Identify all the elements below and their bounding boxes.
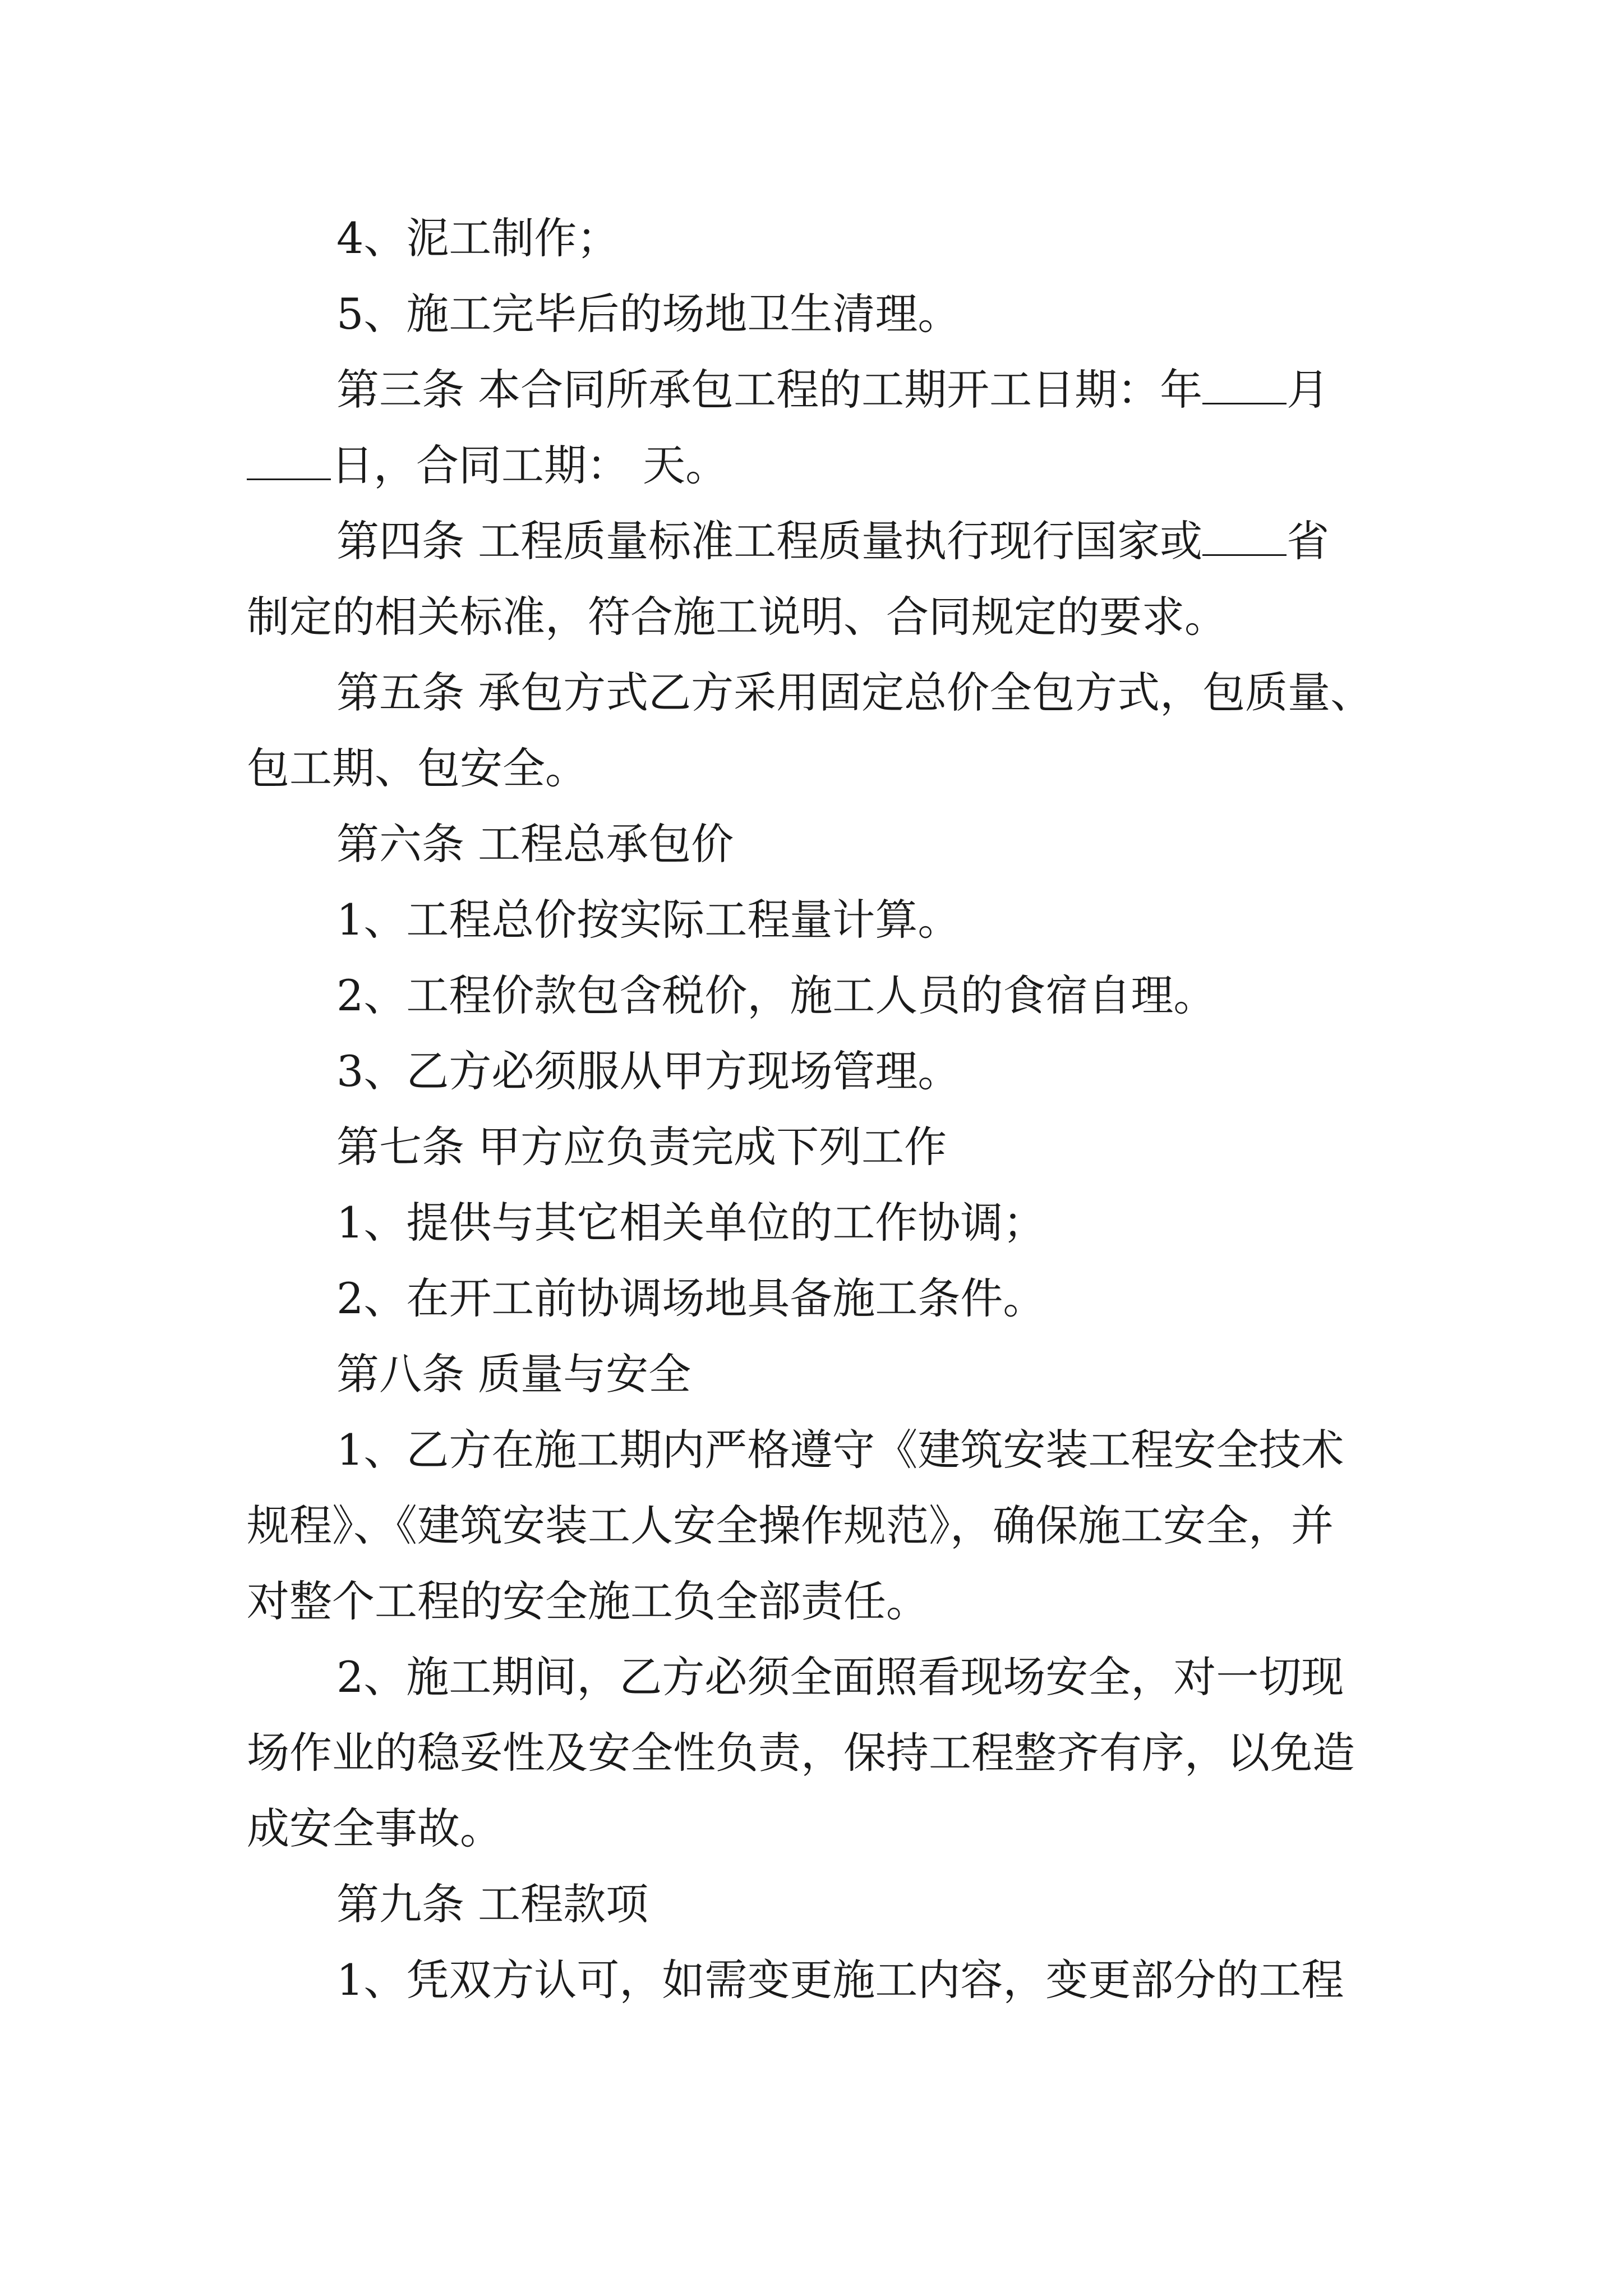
text-line — [336, 1876, 1481, 1932]
line-text: 第六条 工程总承包价 — [336, 819, 734, 869]
text-line — [247, 589, 1391, 645]
line-text: 对整个工程的安全施工负全部责任。 — [247, 1576, 929, 1626]
line-text: 2、施工期间，乙方必须全面照看现场安全，对一切现 — [336, 1652, 1344, 1702]
text-line — [247, 1498, 1391, 1554]
line-text: 第九条 工程款项 — [336, 1879, 649, 1929]
line-text: 1、提供与其它相关单位的工作协调； — [336, 1198, 1046, 1248]
line-text: 5、施工完毕后的场地卫生清理。 — [336, 289, 961, 339]
line-text: 1、凭双方认可，如需变更施工内容，变更部分的工程 — [336, 1955, 1344, 2005]
text-line — [247, 438, 1391, 494]
text-line — [336, 210, 1481, 266]
line-text: 规程》、《建筑安装工人安全操作规范》，确保施工安全，并 — [247, 1501, 1334, 1550]
text-line — [336, 286, 1481, 342]
line-text: 第七条 甲方应负责完成下列工作 — [336, 1122, 947, 1172]
text-line — [247, 1725, 1391, 1781]
line-text: 第五条 承包方式乙方采用固定总价全包方式，包质量、 — [336, 668, 1373, 717]
line-text: 成安全事故。 — [247, 1803, 502, 1853]
text-line — [336, 665, 1481, 721]
line-text: 省 — [1287, 516, 1330, 566]
line-text: 第四条 工程质量标准工程质量执行现行国家或 — [336, 516, 1203, 566]
text-line — [336, 1119, 1481, 1175]
text-line — [336, 362, 1481, 418]
text-line — [336, 1271, 1481, 1327]
line-text: 1、工程总价按实际工程量计算。 — [336, 895, 961, 945]
text-line — [336, 513, 1481, 569]
line-text: 4、泥工制作； — [336, 213, 620, 263]
text-line — [247, 1801, 1391, 1857]
line-text: 第三条 本合同所承包工程的工期开工日期：年 — [336, 365, 1203, 415]
text-line — [247, 1573, 1391, 1630]
text-line — [336, 1422, 1481, 1478]
fill-blank — [1202, 521, 1287, 556]
line-text: 第八条 质量与安全 — [336, 1349, 691, 1399]
fill-blank — [247, 445, 331, 480]
text-line — [336, 1346, 1481, 1402]
text-line — [336, 1195, 1481, 1251]
line-text: 日，合同工期： 天。 — [331, 440, 728, 490]
line-text: 场作业的稳妥性及安全性负责，保持工程整齐有序，以免造 — [247, 1728, 1355, 1778]
line-text: 2、在开工前协调场地具备施工条件。 — [336, 1273, 1046, 1323]
text-line — [336, 892, 1481, 948]
text-line — [336, 816, 1481, 872]
line-text: 制定的相关标准，符合施工说明、合同规定的要求。 — [247, 592, 1227, 642]
line-text: 3、乙方必须服从甲方现场管理。 — [336, 1046, 961, 1096]
line-text: 月 — [1287, 365, 1330, 415]
line-text: 包工期、包安全。 — [247, 743, 588, 793]
line-text: 2、工程价款包含税价，施工人员的食宿自理。 — [336, 970, 1216, 1020]
fill-blank — [1202, 369, 1287, 404]
text-line — [336, 1043, 1481, 1099]
line-text: 1、乙方在施工期内严格遵守《建筑安装工程安全技术 — [336, 1425, 1344, 1475]
text-line — [336, 1649, 1481, 1705]
text-line — [336, 968, 1481, 1024]
text-line — [336, 1952, 1481, 2008]
text-line — [247, 740, 1391, 797]
